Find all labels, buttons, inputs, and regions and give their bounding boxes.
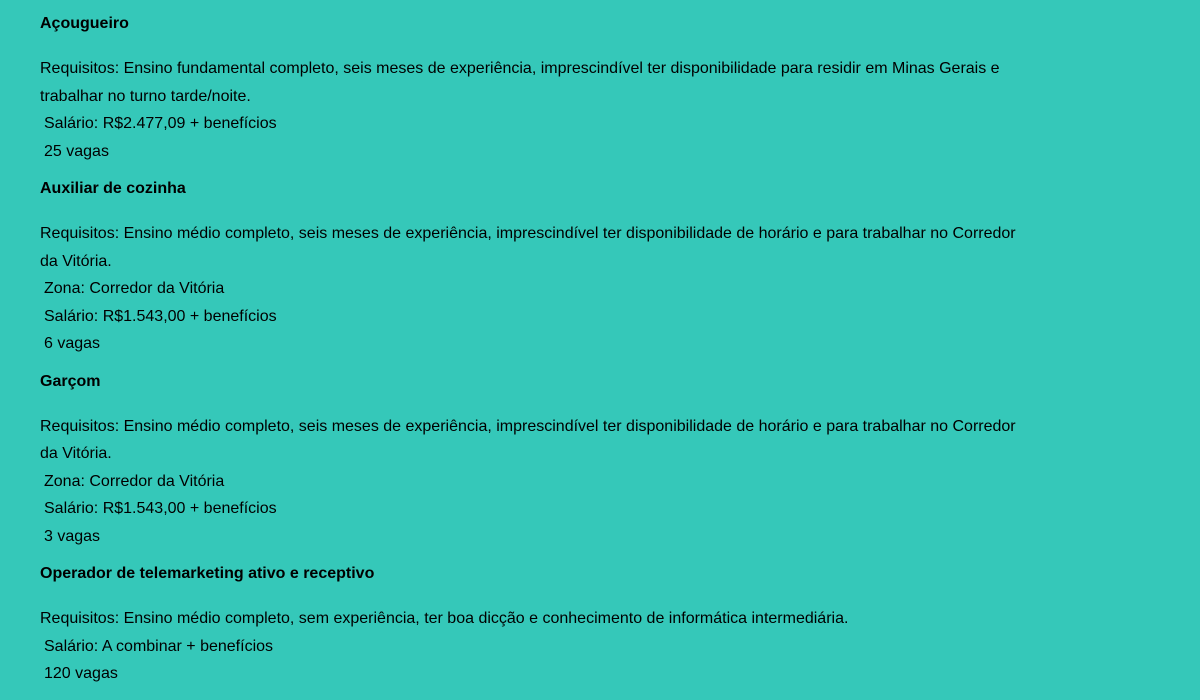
job-listing xyxy=(40,370,1060,551)
job-salary: Salário: R$1.543,00 + benefícios xyxy=(44,500,277,517)
job-salary: Salário: R$2.477,09 + benefícios xyxy=(44,115,277,132)
job-requirements-line: Requisitos: Ensino fundamental completo, seis meses de experiência, imprescindível ter disponibilidade para residir em Minas Gerais e xyxy=(40,60,1000,77)
job-title: Garçom xyxy=(40,372,101,390)
job-vacancies: 120 vagas xyxy=(44,665,118,682)
job-requirements-line: da Vitória. xyxy=(40,445,112,462)
job-salary: Salário: A combinar + benefícios xyxy=(44,637,274,655)
job-vacancies: 3 vagas xyxy=(44,527,101,545)
job-title: Operador de telemarketing ativo e receptivo xyxy=(40,565,375,582)
job-zone: Zona: Corredor da Vitória xyxy=(44,472,225,490)
job-requirements-line: Requisitos: Ensino médio completo, sem experiência, ter boa dicção e conhecimento de informática intermediária. xyxy=(40,610,849,627)
job-requirements-line: Requisitos: Ensino médio completo, seis meses de experiência, imprescindível ter disponibilidade de horário e para trabalhar no Corredor xyxy=(40,225,1016,242)
job-salary: Salário: R$1.543,00 + benefícios xyxy=(44,307,277,325)
job-listing xyxy=(40,177,1060,358)
job-title: Açougueiro xyxy=(40,15,129,32)
job-title: Auxiliar de cozinha xyxy=(40,180,186,197)
job-zone: Zona: Corredor da Vitória xyxy=(44,280,225,297)
job-listing xyxy=(40,562,1060,688)
job-vacancies: 25 vagas xyxy=(44,142,109,160)
job-vacancies: 6 vagas xyxy=(44,335,101,352)
job-requirements-line: da Vitória. xyxy=(40,252,112,270)
job-requirements-line: trabalhar no turno tarde/noite. xyxy=(40,87,251,105)
job-requirements-line: Requisitos: Ensino médio completo, seis meses de experiência, imprescindível ter disponibilidade de horário e para trabalhar no Corredor xyxy=(40,417,1016,435)
job-listing xyxy=(40,12,1060,165)
job-list xyxy=(40,12,1060,700)
